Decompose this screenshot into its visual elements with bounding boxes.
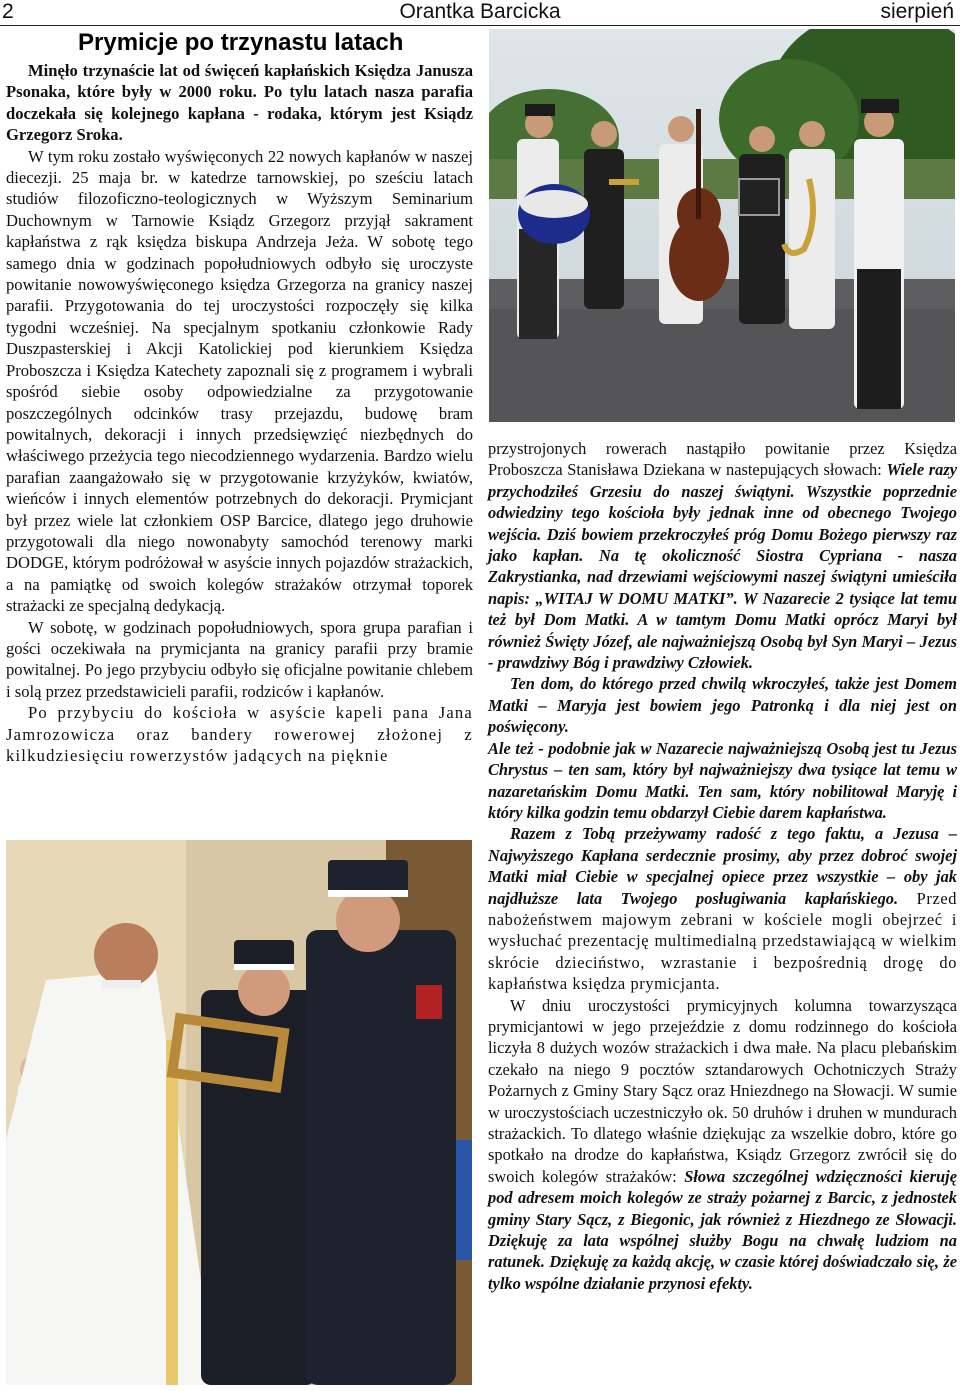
page-number: 2	[2, 0, 14, 23]
body-paragraph	[488, 823, 957, 994]
welcome-intro: przystrojonych rowerach nastąpiło powitanie przez Księdza Proboszcza Stanisława Dziekana w nastepujących słowach:	[488, 439, 957, 480]
left-column	[6, 28, 473, 766]
prayer-quote: Razem z Tobą przeżywamy radość z tego faktu, a Jezusa – Najwyższego Kapłana serdecznie prosimy, aby przez dobroć swojej Matki miał Ciebie w specjalnej opiece przez wszystkie – oby jak najdłuższe lata Twojego posługiwania kapłańskiego.	[488, 824, 957, 908]
body-paragraph	[488, 995, 957, 1295]
welcome-quote: Wiele razy przychodziłeś Grzesiu do naszej świątyni. Wszystkie poprzednie odwiedziny tego kościoła były jednak inne od obecnego Twojego wejścia. Dziś bowiem przekroczyłeś próg Domu Bożego pierwszy raz jako kapłan. Na tę okoliczność Siostra Cypriana - nasza Zakrystianka, nad drzewiami wejściowymi naszej świątyni umieściła napis: „WITAJ W DOMU MATKI”. W Nazarecie 2 tysiące lat temu też był Dom Matki. A w tamtym Domu Matki oprócz Maryi był również Święty Józef, ale najważniejszą Osobą był Syn Maryi – Jezus - prawdziwy Bóg i prawdziwy Człowiek.	[488, 460, 957, 673]
body-paragraph: W tym roku zostało wyświęconych 22 nowych kapłanów w naszej diecezji. 25 maja br. w katedrze tarnowskiej, po sześciu latach studiów filozoficzno-teologicznych w Wyższym Seminarium Duchownym w Tarnowie Ksiądz Grzegorz przyjął sakrament kapłaństwa z rąk księdza biskupa Andrzeja Jeża. W sobotę tego samego dnia w godzinach popołudniowych odbyło się uroczyste powitanie nowowyświęconego księdza Grzegorza na granicy naszej parafii. Przygotowania do tej uroczystości rozpoczęły się kilka tygodni wcześniej. Na specjalnym spotkaniu członkowie Rady Duszpasterskiej i Akcji Katolickiej pod kierunkiem Księdza Proboszcza i Księdza Katechety zapoznali się z programem i wybrali spośród siebie osoby odpowiedzialne za przygotowanie poszczególnych odcinków trasy przejazdu, budowę bram powitalnych, dekoracji i innych przedsięwzięć niezbędnych do właściwego przeżycia tego niecodziennego wydarzenia. Bardzo wielu parafian zaangażowało się w przygotowanie krzyżyków, kwiatów, wieńców i innych elementów potrzebnych do dekoracji. Prymicjant był przez wiele lat członkiem OSP Barcice, dlatego jego druhowie przygotowali dla niego nowonabyty samochód terenowy marki DODGE, którym podróżował w asyście innych pojazdów strażackich, a na pamiątkę od swoich kolegów strażaków otrzymał toporek strażacki ze specjalną dedykacją.	[6, 146, 473, 616]
page-header	[0, 0, 960, 26]
article-title: Prymicje po trzynastu latach	[78, 29, 404, 56]
firefighters-photo-image	[6, 840, 472, 1385]
body-paragraph: Po przybyciu do kościoła w asyście kapeli pana Jana Jamrozowicza oraz bandery rowerowej złożonej z kilkudziesięciu rowerzystów jadących na pięknie	[6, 703, 473, 765]
issue-month: sierpień	[880, 0, 954, 23]
band-photo-image	[489, 29, 955, 422]
photo-firefighters-giving-axe	[6, 840, 472, 1385]
quote-paragraph: Ale też - podobnie jak w Nazarecie najważniejszą Osobą jest tu Jezus Chrystus – ten sam, który był najważniejszy dwa tysiące lat temu w nazaretańskim Domu Matki. Ten sam, który nobilitował Maryję i który kilka godzin temu obdarzył Ciebie darem kapłaństwa.	[488, 738, 957, 822]
body-paragraph	[488, 438, 957, 673]
publication-title: Orantka Barcicka	[399, 0, 561, 23]
firefighters-text: W dniu uroczystości prymicyjnych kolumna towarzysząca prymicjantowi w jego przejeździe z domu rodzinnego do kościoła liczyła 8 dużych wozów strażackich i dwa małe. Na placu plebańskim czekało na niego 9 pocztów sztandarowych Ochotniczych Straży Pożarnych z Gminy Stary Sącz oraz Hniezdnego na Słowacji. W sumie w uroczystościach uczestniczyło ok. 50 druhów i druhen w mundurach strażackich. To dlatego właśnie dziękując za wszelkie dobro, które go spotkało na drodze do kapłaństwa, Ksiądz Grzegorz zwrócił się do swoich kolegów strażaków:	[488, 995, 957, 1186]
article-lead: Minęło trzynaście lat od święceń kapłańskich Księdza Janusza Psonaka, które były w 2000 roku. Po tylu latach nasza parafia doczekała się kolejnego kapłana - rodaka, którym jest Ksiądz Grzegorz Sroka.	[6, 61, 473, 145]
presentation-text: Przed nabożeństwem majowym zebrani w kościele mogli obejrzeć i wysłuchać prezentację multimedialną przedstawiającą w wielkim skrócie dzieciństwo, wzrastanie i bezpośrednią drogę do kapłaństwa księdza prymicjanta.	[488, 888, 957, 994]
quote-paragraph: Ten dom, do którego przed chwilą wkroczyłeś, także jest Domem Matki – Maryja jest bowiem jego Patronką i dla niej jest on poświęcony.	[488, 674, 957, 737]
photo-band-musicians	[489, 29, 955, 422]
thanks-quote: Słowa szczególnej wdzięczności kieruję pod adresem moich kolegów ze straży pożarnej z Barcic, z jednostek gminy Stary Sącz, z Biegonic, jak również z Hiezdnego ze Słowacji. Dziękuję za lata wspólnej służby Bogu na chwałę ludziom na ratunek. Dziękuję za każdą akcję, w czasie której doświadczało się, że tylko wspólne działanie przynosi efekty.	[488, 1166, 957, 1293]
body-paragraph: W sobotę, w godzinach popołudniowych, spora grupa parafian i gości oczekiwała na prymicjanta na granicy parafii przy bramie powitalnej. Po jego przybyciu odbyło się oficjalne powitanie chlebem i solą przez przedstawicieli parafii, rodziców i kapłanów.	[6, 617, 473, 701]
right-column	[488, 438, 957, 1294]
